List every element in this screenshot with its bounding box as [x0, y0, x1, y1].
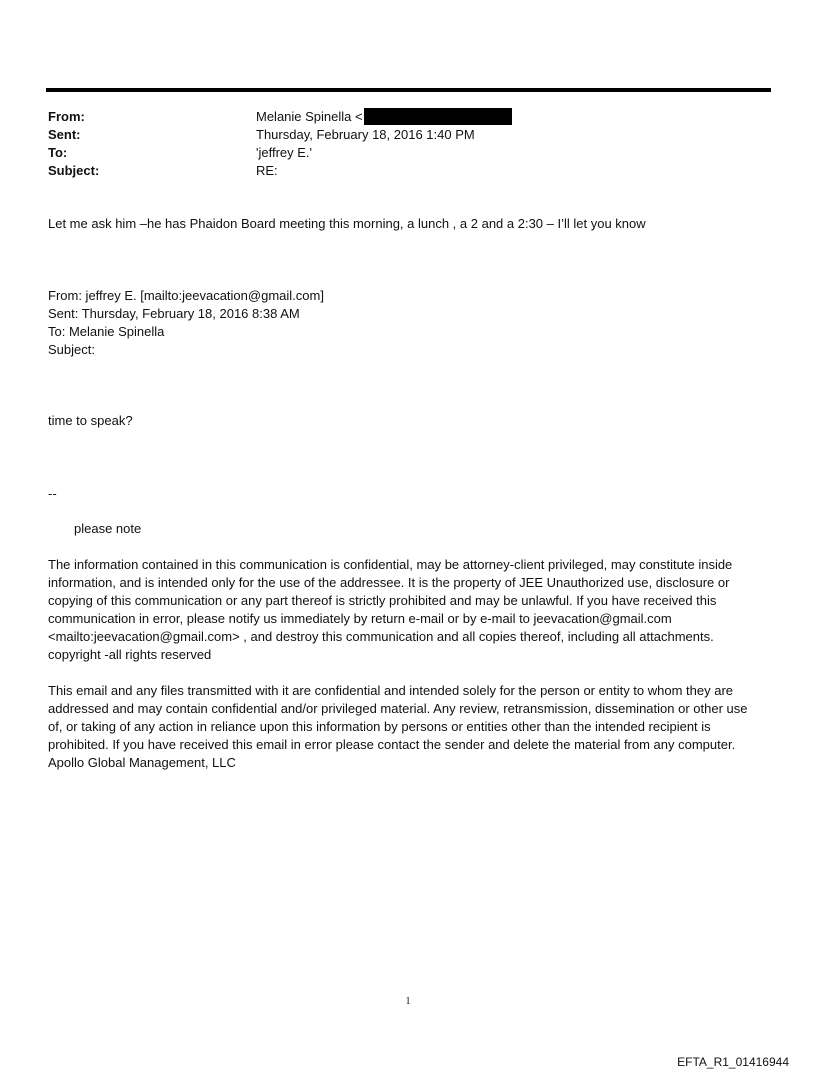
- reply-body: [48, 215, 758, 233]
- to-label: To:: [48, 145, 68, 160]
- please-note-text: please note: [74, 521, 142, 536]
- signature-dashes: [48, 485, 758, 503]
- document-id: EFTA_R1_01416944: [677, 1055, 789, 1069]
- disclaimer-apollo: [48, 682, 758, 772]
- disclaimer-jee-text: The information contained in this communication is confidential, may be attorney-client privileged, may constitute inside information, and is intended only for the use of the addressee. It is the property of JEE Unauthorized use, disclosure or copying of this communication or any part thereof is strictly prohibited and may be unlawful. If you have received this communication in error, please notify us immediately by return e-mail or by e-mail to jeevacation@gmail.com <mailto:jeevacation@gmail.com> , and destroy this communication and all copies thereof, including all attachments. copyright -all rights reserved: [48, 557, 733, 662]
- original-from: From: jeffrey E. [mailto:jeevacation@gmail.com]: [48, 288, 324, 303]
- disclaimer-apollo-text: This email and any files transmitted with it are confidential and intended solely for the person or entity to whom they are addressed and may contain confidential and/or privileged material. Any review, retransmission, dissemination or other use of, or taking of any action in reliance upon this information by persons or entities other than the intended recipient is prohibited. If you have received this email in error please contact the sender and delete the material from any computer. Apollo Global Management, LLC: [48, 683, 748, 770]
- redaction-box: [364, 108, 512, 125]
- from-row: [48, 108, 748, 126]
- subject-row: [48, 162, 748, 180]
- please-note: [74, 520, 784, 538]
- original-sent: Sent: Thursday, February 18, 2016 8:38 AM: [48, 306, 300, 321]
- disclaimer-jee: [48, 556, 758, 664]
- subject-label: Subject:: [48, 163, 100, 178]
- sent-value: Thursday, February 18, 2016 1:40 PM: [256, 127, 475, 142]
- to-value: 'jeffrey E.': [256, 145, 313, 160]
- sig-dashes: --: [48, 486, 57, 501]
- header-rule: [46, 88, 771, 92]
- reply-text: Let me ask him –he has Phaidon Board meeting this morning, a lunch , a 2 and a 2:30 – I’ll let you know: [48, 216, 646, 231]
- original-message-header: [48, 287, 758, 359]
- page-number: 1: [405, 996, 411, 1007]
- original-body: [48, 412, 758, 430]
- from-value-text: Melanie Spinella <: [256, 109, 363, 124]
- from-label: From:: [48, 109, 85, 124]
- sent-label: Sent:: [48, 127, 81, 142]
- original-to: To: Melanie Spinella: [48, 324, 165, 339]
- email-header: [48, 108, 748, 180]
- to-row: [48, 144, 748, 162]
- original-body-text: time to speak?: [48, 413, 133, 428]
- sent-row: [48, 126, 748, 144]
- from-value: [256, 108, 512, 126]
- original-subject: Subject:: [48, 342, 95, 357]
- subject-value: RE:: [256, 163, 278, 178]
